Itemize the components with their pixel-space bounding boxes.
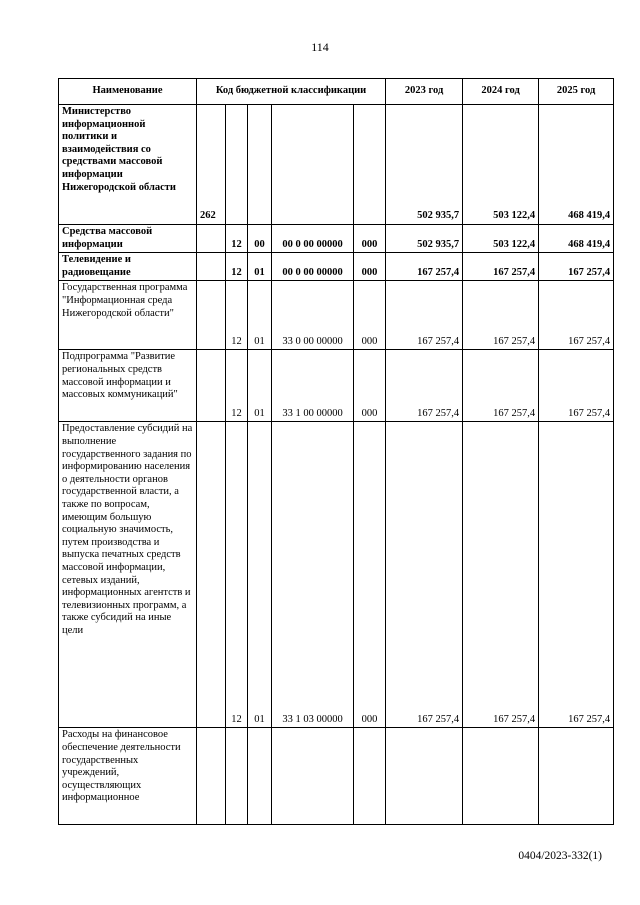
row-pr: 00 (248, 225, 272, 253)
row-csr: 33 0 00 00000 (272, 281, 354, 350)
row-rz: 12 (226, 225, 248, 253)
row-vr: 000 (354, 253, 386, 281)
row-ved (197, 422, 226, 728)
row-csr: 33 1 03 00000 (272, 422, 354, 728)
row-name: Расходы на финансовое обеспечение деятельности государственных учреждений, осуществляющих информационное (59, 728, 197, 825)
row-vr: 000 (354, 422, 386, 728)
row-2024: 167 257,4 (463, 281, 539, 350)
row-2025: 167 257,4 (539, 350, 614, 422)
row-name: Предоставление субсидий на выполнение государственного задания по информированию населения о деятельности органов государственной власти, а также по вопросам, имеющим большую социальную значимость, путем производства и выпуска печатных средств массовой информации, сетевых изданий, информационных агентств и телевизионных программ, а также субсидий на иные цели (59, 422, 197, 728)
row-2023: 167 257,4 (386, 350, 463, 422)
row-ved: 262 (197, 105, 226, 225)
row-rz (226, 105, 248, 225)
header-code: Код бюджетной классификации (197, 79, 386, 105)
budget-table (58, 78, 614, 825)
row-name: Подпрограмма "Развитие региональных средств массовой информации и массовых коммуникаций" (59, 350, 197, 422)
row-ved (197, 728, 226, 825)
row-2024 (463, 728, 539, 825)
document-code: 0404/2023-332(1) (518, 850, 602, 862)
table-row (59, 225, 614, 253)
row-pr: 01 (248, 350, 272, 422)
row-rz: 12 (226, 350, 248, 422)
row-pr: 01 (248, 281, 272, 350)
row-2024: 167 257,4 (463, 253, 539, 281)
row-2023 (386, 728, 463, 825)
row-2024: 167 257,4 (463, 350, 539, 422)
table-row (59, 105, 614, 225)
row-2023: 167 257,4 (386, 422, 463, 728)
row-2023: 502 935,7 (386, 105, 463, 225)
row-pr (248, 728, 272, 825)
page-number: 114 (311, 40, 329, 54)
row-ved (197, 225, 226, 253)
header-2025: 2025 год (539, 79, 614, 105)
row-rz: 12 (226, 422, 248, 728)
row-2024: 503 122,4 (463, 105, 539, 225)
row-2025: 167 257,4 (539, 253, 614, 281)
row-rz (226, 728, 248, 825)
row-2023: 167 257,4 (386, 253, 463, 281)
row-name: Министерство информационной политики и взаимодействия со средствами массовой информации Нижегородской области (59, 105, 197, 225)
table-row (59, 350, 614, 422)
row-rz: 12 (226, 281, 248, 350)
row-name: Государственная программа "Информационная среда Нижегородской области" (59, 281, 197, 350)
table-row (59, 253, 614, 281)
table-row (59, 281, 614, 350)
row-ved (197, 281, 226, 350)
row-pr: 01 (248, 422, 272, 728)
row-2025: 167 257,4 (539, 281, 614, 350)
row-pr (248, 105, 272, 225)
row-2024: 167 257,4 (463, 422, 539, 728)
table-row (59, 728, 614, 825)
table-row (59, 422, 614, 728)
table-header-row (59, 79, 614, 105)
row-csr: 00 0 00 00000 (272, 253, 354, 281)
row-vr: 000 (354, 225, 386, 253)
row-vr (354, 728, 386, 825)
row-2023: 167 257,4 (386, 281, 463, 350)
row-2023: 502 935,7 (386, 225, 463, 253)
row-vr: 000 (354, 281, 386, 350)
row-2025 (539, 728, 614, 825)
row-2024: 503 122,4 (463, 225, 539, 253)
row-pr: 01 (248, 253, 272, 281)
row-csr (272, 728, 354, 825)
row-rz: 12 (226, 253, 248, 281)
row-csr: 00 0 00 00000 (272, 225, 354, 253)
header-2023: 2023 год (386, 79, 463, 105)
row-vr (354, 105, 386, 225)
row-csr (272, 105, 354, 225)
header-2024: 2024 год (463, 79, 539, 105)
header-name: Наименование (59, 79, 197, 105)
row-2025: 167 257,4 (539, 422, 614, 728)
row-ved (197, 350, 226, 422)
row-name: Средства массовой информации (59, 225, 197, 253)
row-2025: 468 419,4 (539, 225, 614, 253)
row-csr: 33 1 00 00000 (272, 350, 354, 422)
row-vr: 000 (354, 350, 386, 422)
row-name: Телевидение и радиовещание (59, 253, 197, 281)
row-2025: 468 419,4 (539, 105, 614, 225)
row-ved (197, 253, 226, 281)
